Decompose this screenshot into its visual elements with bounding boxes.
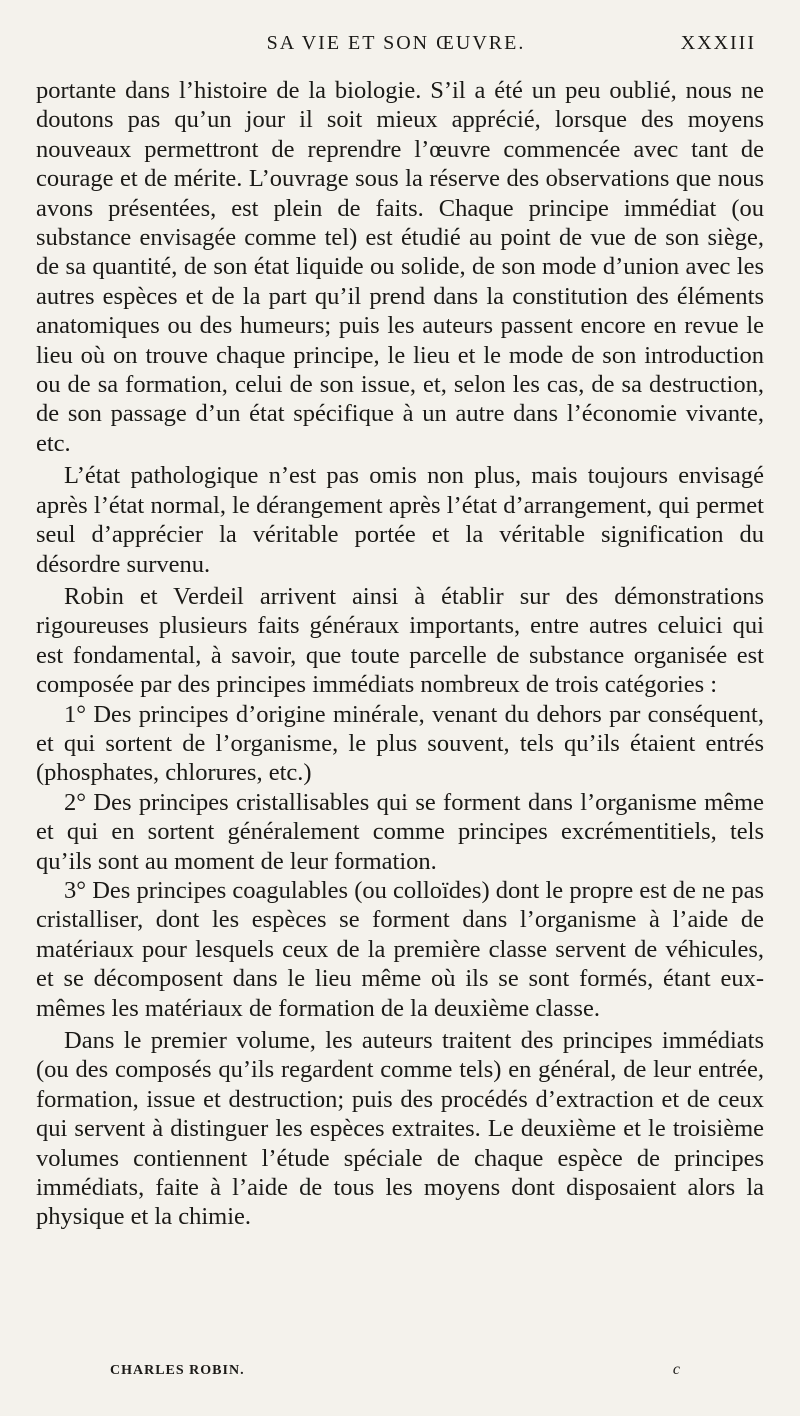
list-item-category-2: 2° Des principes cristallisables qui se forment dans l’organisme même et qui en sortent généralement comme principes excrémentitiels, tels qu’ils sont au moment de leur formation. [36,788,764,875]
body-text [36,76,764,1232]
running-title: SA VIE ET SON ŒUVRE. [266,32,526,54]
signature-mark: c [672,1361,680,1378]
paragraph-pathology: L’état pathologique n’est pas omis non plus, mais toujours envisagé après l’état normal, le dérangement après l’état d’arrangement, qui permet seul d’apprécier la véritable portée et la véritable signification du désordre survenu. [36,462,764,578]
paragraph-general-facts: Robin et Verdeil arrivent ainsi à établir sur des démonstrations rigoureuses plusieurs faits généraux importants, entre autres celuici qui est fondamental, à savoir, que toute parcelle de substance organisée est composée par des principes immédiats nombreux de trois catégories : [36,582,764,699]
running-header [36,32,756,58]
paragraph-continued: portante dans l’histoire de la biologie. S’il a été un peu oublié, nous ne doutons pas qu’un jour il soit mieux apprécié, lorsque des moyens nouveaux permettront de reprendre l’œuvre commencée avec tant de courage et de mérite. L’ouvrage sous la réserve des observations que nous avons présentées, est plein de faits. Chaque principe immédiat (ou substance envisagée comme tel) est étudié au point de vue de son siège, de sa quantité, de son état liquide ou solide, de son mode d’union avec les autres espèces et de la part qu’il prend dans la constitution des éléments anatomiques ou des humeurs; puis les auteurs passent encore en revue le lieu où on trouve chaque principe, le lieu et le mode de son introduction ou de sa formation, celui de son issue, et, selon les cas, de sa destruction, de son passage d’un état spécifique à un autre dans l’économie vivante, etc. [36,77,764,457]
list-item-category-3: 3° Des principes coagulables (ou colloïdes) dont le propre est de ne pas cristalliser, dont les espèces se forment dans l’organisme à l’aide de matériaux pour lesquels ceux de la première classe servent de véhicules, et se décomposent dans le lieu même où ils se sont formés, étant eux-mêmes les matériaux de formation de la deuxième classe. [36,876,764,1022]
signature-line: CHARLES ROBIN. [110,1363,245,1378]
paragraph-volumes: Dans le premier volume, les auteurs traitent des principes immédiats (ou des composés qu’ils regardent comme tels) en général, de leur entrée, formation, issue et destruction; puis des procédés d’extraction et de ceux qui servent à distinguer les espèces extraites. Le deuxième et le troisième volumes contiennent l’étude spéciale de chaque espèce de principes immédiats, faite à l’aide de tous les moyens dont disposaient alors la physique et la chimie. [36,1027,764,1231]
page-number: XXXIII [680,32,756,54]
list-item-category-1: 1° Des principes d’origine minérale, venant du dehors par conséquent, et qui sortent de l’organisme, le plus souvent, tels qu’ils étaient entrés (phosphates, chlorures, etc.) [36,700,764,787]
page-footer [110,1363,680,1387]
